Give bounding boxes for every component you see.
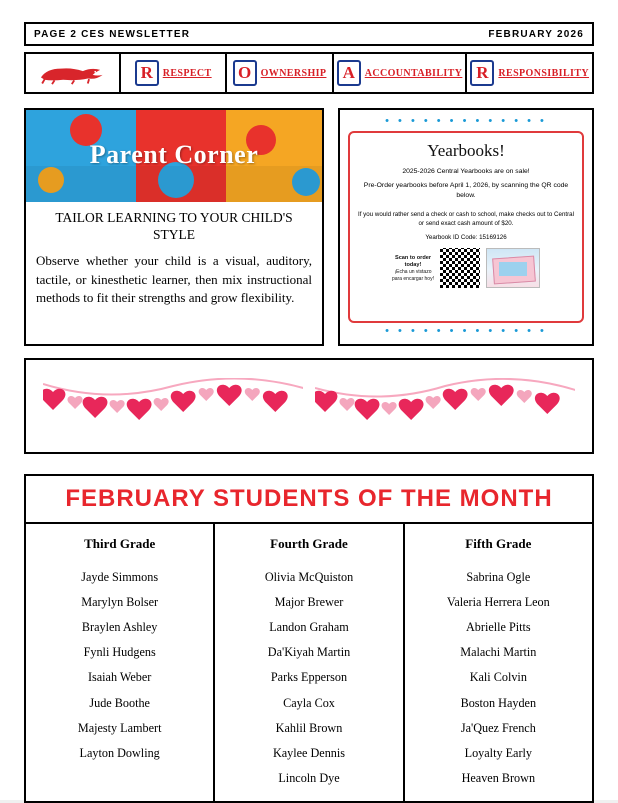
students-column-fourth xyxy=(213,524,402,801)
list-item: Majesty Lambert xyxy=(77,720,162,735)
students-of-the-month-panel xyxy=(24,474,594,803)
list-item: Kaylee Dennis xyxy=(272,745,346,760)
school-mascot-cell xyxy=(24,52,119,94)
header-date-label: FEBRUARY 2026 xyxy=(488,28,584,40)
roar-item-respect xyxy=(119,52,225,94)
roar-letter-a: A xyxy=(337,60,361,86)
roar-word-ownership: OWNERSHIP xyxy=(260,67,327,79)
list-item: Jude Boothe xyxy=(89,695,150,710)
yearbook-dots-bottom: • • • • • • • • • • • • • xyxy=(385,325,547,337)
yearbook-id-code: Yearbook ID Code: 15169126 xyxy=(425,233,507,241)
yearbook-line-2: Pre-Order yearbooks before April 1, 2026, by scanning the QR code below. xyxy=(363,182,569,200)
roar-letter-r1: R xyxy=(135,60,159,86)
heart-garland-icon-right xyxy=(315,378,575,438)
yearbook-inner-card xyxy=(348,131,584,323)
list-item: Malachi Martin xyxy=(460,645,537,660)
list-item: Parks Epperson xyxy=(270,670,348,685)
list-item: Abrielle Pitts xyxy=(465,619,531,634)
roar-banner xyxy=(24,52,594,94)
roar-word-responsibility: RESPONSIBILITY xyxy=(498,67,590,79)
list-item: Cayla Cox xyxy=(283,695,335,710)
grade-heading-fourth: Fourth Grade xyxy=(270,536,348,551)
yearbook-photo xyxy=(486,248,540,288)
qr-instruction-en: Scan to order today! xyxy=(394,254,432,268)
parent-corner-title: Parent Corner xyxy=(89,140,259,169)
list-item: Marylyn Bolser xyxy=(81,594,159,609)
yearbook-dots-top: • • • • • • • • • • • • • xyxy=(385,115,547,127)
list-item: Braylen Ashley xyxy=(81,619,158,634)
roar-item-accountability xyxy=(332,52,466,94)
parent-corner-heading: TAILOR LEARNING TO YOUR CHILD'S STYLE xyxy=(55,210,293,242)
parent-corner-panel xyxy=(24,108,324,346)
list-item: Heaven Brown xyxy=(461,771,536,786)
list-item: Landon Graham xyxy=(269,619,349,634)
list-item: Major Brewer xyxy=(274,594,344,609)
yearbook-line-1: 2025-2026 Central Yearbooks are on sale! xyxy=(402,168,530,175)
yearbook-panel xyxy=(338,108,594,346)
yearbook-title: Yearbooks! xyxy=(427,141,505,160)
list-item: Sabrina Ogle xyxy=(466,569,531,584)
mid-section xyxy=(24,108,594,346)
list-item: Da'Kiyah Martin xyxy=(267,645,351,660)
list-item: Layton Dowling xyxy=(79,745,160,760)
parent-corner-text: Observe whether your child is a visual, auditory, tactile, or kinesthetic learner, then mix instructional methods to fit their strengths and grow flexibility. xyxy=(36,252,312,306)
list-item: Boston Hayden xyxy=(460,695,537,710)
students-column-fifth xyxy=(403,524,592,801)
list-item: Olivia McQuiston xyxy=(264,569,354,584)
hearts-decoration-panel xyxy=(24,358,594,454)
list-item: Kali Colvin xyxy=(469,670,527,685)
roar-letter-o: O xyxy=(233,60,257,86)
roar-item-ownership xyxy=(225,52,331,94)
list-item: Kahlil Brown xyxy=(275,720,343,735)
page-header xyxy=(24,22,594,46)
yearbook-media-row xyxy=(392,247,540,289)
roar-item-responsibility xyxy=(465,52,594,94)
qr-instruction-es: ¡Echa un vistazo para encargar hoy! xyxy=(392,269,434,282)
header-page-label: PAGE 2 CES NEWSLETTER xyxy=(34,28,191,40)
parent-corner-banner xyxy=(26,110,322,202)
list-item: Ja'Quez French xyxy=(460,720,536,735)
cougar-mascot-icon xyxy=(36,60,110,86)
parent-corner-body xyxy=(26,202,322,318)
list-item: Valeria Herrera Leon xyxy=(446,594,550,609)
qr-instruction-label xyxy=(392,255,434,283)
heart-garland-icon-left xyxy=(43,378,303,438)
roar-letter-r2: R xyxy=(470,60,494,86)
grade-heading-fifth: Fifth Grade xyxy=(465,536,532,551)
students-columns xyxy=(26,524,592,801)
students-of-the-month-title: FEBRUARY STUDENTS OF THE MONTH xyxy=(26,476,592,524)
list-item: Fynli Hudgens xyxy=(83,645,156,660)
list-item: Loyalty Early xyxy=(464,745,532,760)
list-item: Isaiah Weber xyxy=(87,670,152,685)
yearbook-payment-note: If you would rather send a check or cash to school, make checks out to Central or send exact cash amount of $20. xyxy=(358,210,574,228)
list-item: Jayde Simmons xyxy=(81,569,159,584)
students-column-third xyxy=(26,524,213,801)
roar-word-respect: RESPECT xyxy=(162,67,212,79)
roar-word-accountability: ACCOUNTABILITY xyxy=(364,67,463,79)
qr-code-icon[interactable] xyxy=(439,247,481,289)
list-item: Lincoln Dye xyxy=(278,771,340,786)
grade-heading-third: Third Grade xyxy=(84,536,156,551)
